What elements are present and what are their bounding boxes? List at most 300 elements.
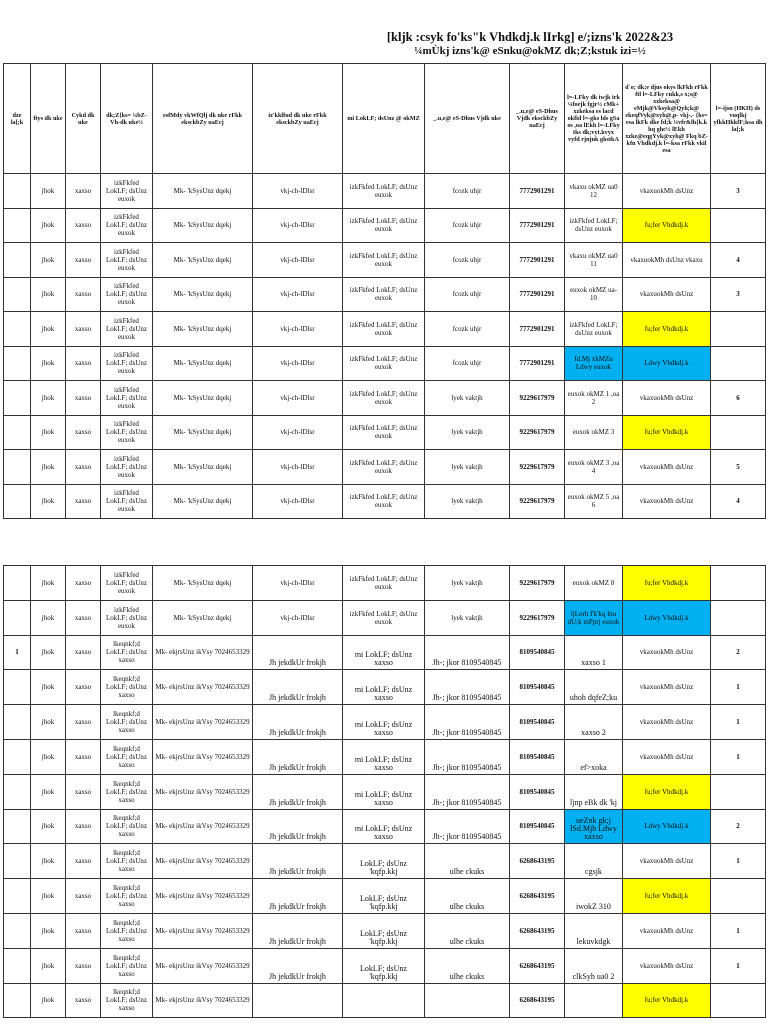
cell-area: izkFkfed LokLF; dsUnz euxok: [101, 484, 153, 519]
cell-serial: [4, 983, 31, 1018]
cell-medical-officer: Mk- ekjrsUnz ikVsy 7024653329: [153, 879, 253, 914]
cell-session-type: vkaxuokMh dsUnz: [623, 381, 711, 416]
cell-session-site: vkaxu okMZ ua0 11: [565, 243, 623, 278]
cell-anm-mobile: 7772901291: [510, 174, 565, 209]
cell-block: xaxso: [66, 809, 101, 844]
table-row: [4, 670, 766, 705]
cell-anm-mobile: 9229617979: [510, 450, 565, 485]
cell-area: lkeqnkf;d LokLF; dsUnz xaxso: [101, 879, 153, 914]
cell-anm-mobile: 6268643195: [510, 948, 565, 983]
cell-medical-officer: Mk- 'kSysUnz dqekj: [153, 243, 253, 278]
table-row: [4, 415, 766, 450]
cell-district: jhok: [31, 450, 66, 485]
cell-beneficiaries: 1: [711, 948, 766, 983]
cell-serial: [4, 277, 31, 312]
table-row: [4, 484, 766, 519]
cell-block: xaxso: [66, 381, 101, 416]
cell-block: xaxso: [66, 774, 101, 809]
cell-subcenter: LokLF; dsUnz 'kqfp.kkj: [343, 948, 425, 983]
cell-district: jhok: [31, 566, 66, 601]
cell-medical-officer: Mk- ekjrsUnz ikVsy 7024653329: [153, 809, 253, 844]
table-row: [4, 243, 766, 278]
cell-subcenter: LokLF; dsUnz 'kqfp.kkj: [343, 913, 425, 948]
cell-subcenter: LokLF; dsUnz 'kqfp.kkj: [343, 879, 425, 914]
cell-area: lkeqnkf;d LokLF; dsUnz xaxso: [101, 670, 153, 705]
cell-serial: [4, 450, 31, 485]
cell-block: xaxso: [66, 913, 101, 948]
cell-anm-mobile: 7772901291: [510, 208, 565, 243]
cell-anm-mobile: 7772901291: [510, 277, 565, 312]
cell-district: jhok: [31, 879, 66, 914]
cell-beneficiaries: [711, 312, 766, 347]
cell-anm-mobile: 9229617979: [510, 600, 565, 635]
cell-subcenter: izkFkfed LokLF; dsUnz euxok: [343, 566, 425, 601]
cell-serial: [4, 312, 31, 347]
cell-block: xaxso: [66, 277, 101, 312]
cell-admin: vkj-ch-lDlsr: [253, 484, 343, 519]
cell-admin: vkj-ch-lDlsr: [253, 600, 343, 635]
cell-district: jhok: [31, 948, 66, 983]
cell-anm-name: Jh-; jkor 8109540845: [425, 809, 510, 844]
cell-subcenter: izkFkfed LokLF; dsUnz euxok: [343, 484, 425, 519]
cell-admin: Jh jekdkUr frokjh: [253, 879, 343, 914]
cell-anm-mobile: 8109540845: [510, 635, 565, 670]
cell-medical-officer: Mk- 'kSysUnz dqekj: [153, 208, 253, 243]
cell-medical-officer: Mk- 'kSysUnz dqekj: [153, 600, 253, 635]
cell-district: jhok: [31, 174, 66, 209]
cell-admin: vkj-ch-lDlsr: [253, 381, 343, 416]
cell-block: xaxso: [66, 208, 101, 243]
cell-session-site: ljLorh f'k'kq lnu dU;k mPprj euxok: [565, 600, 623, 635]
cell-area: lkeqnkf;d LokLF; dsUnz xaxso: [101, 774, 153, 809]
table-top-body: [4, 174, 766, 519]
cell-session-site: izkFkfed LokLF; dsUnz euxok: [565, 312, 623, 347]
cell-anm-name: [425, 983, 510, 1018]
cell-block: xaxso: [66, 670, 101, 705]
cell-anm-mobile: 9229617979: [510, 415, 565, 450]
cell-anm-name: Jh-; jkor 8109540845: [425, 705, 510, 740]
cell-session-type: vkaxuokMh dsUnz: [623, 670, 711, 705]
cell-district: jhok: [31, 670, 66, 705]
cell-session-type: fu;fer Vhdkdj.k: [623, 208, 711, 243]
cell-anm-name: fcozk uhjr: [425, 243, 510, 278]
cell-anm-name: Jh-; jkor 8109540845: [425, 670, 510, 705]
cell-anm-mobile: 8109540845: [510, 739, 565, 774]
cell-admin: Jh jekdkUr frokjh: [253, 948, 343, 983]
cell-session-type: fu;fer Vhdkdj.k: [623, 415, 711, 450]
cell-medical-officer: Mk- ekjrsUnz ikVsy 7024653329: [153, 948, 253, 983]
cell-medical-officer: Mk- ekjrsUnz ikVsy 7024653329: [153, 635, 253, 670]
cell-area: lkeqnkf;d LokLF; dsUnz xaxso: [101, 739, 153, 774]
cell-anm-name: fcozk uhjr: [425, 346, 510, 381]
cell-anm-mobile: 9229617979: [510, 484, 565, 519]
cell-session-site: ljnp eBk dk 'kj: [565, 774, 623, 809]
cell-subcenter: izkFkfed LokLF; dsUnz euxok: [343, 243, 425, 278]
cell-subcenter: mi LokLF; dsUnz xaxso: [343, 670, 425, 705]
cell-serial: [4, 174, 31, 209]
cell-session-site: uhoh dqfeZ;ku: [565, 670, 623, 705]
cell-anm-mobile: 8109540845: [510, 809, 565, 844]
cell-admin: vkj-ch-lDlsr: [253, 208, 343, 243]
cell-admin: Jh jekdkUr frokjh: [253, 913, 343, 948]
cell-session-type: vkaxuokMh dsUnz: [623, 277, 711, 312]
cell-anm-name: lyek vaktjh: [425, 566, 510, 601]
cell-serial: [4, 809, 31, 844]
cell-admin: Jh jekdkUr frokjh: [253, 705, 343, 740]
cell-anm-name: ulhe ckuks: [425, 844, 510, 879]
cell-session-site: euxok okMZ 3: [565, 415, 623, 450]
cell-session-type: vkaxuokMh dsUnz: [623, 174, 711, 209]
cell-serial: [4, 346, 31, 381]
cell-subcenter: izkFkfed LokLF; dsUnz euxok: [343, 174, 425, 209]
cell-serial: [4, 484, 31, 519]
header-serial: dze la[;k: [4, 64, 31, 174]
cell-session-type: vkaxuokMh dsUnz: [623, 948, 711, 983]
cell-area: izkFkfed LokLF; dsUnz euxok: [101, 381, 153, 416]
table-row: [4, 844, 766, 879]
cell-anm-name: ulhe ckuks: [425, 913, 510, 948]
cell-anm-name: Jh-; jkor 8109540845: [425, 739, 510, 774]
cell-medical-officer: Mk- ekjrsUnz ikVsy 7024653329: [153, 913, 253, 948]
cell-anm-name: ulhe ckuks: [425, 948, 510, 983]
cell-district: jhok: [31, 346, 66, 381]
cell-session-site: ef>xoka: [565, 739, 623, 774]
cell-area: izkFkfed LokLF; dsUnz euxok: [101, 174, 153, 209]
cell-medical-officer: Mk- ekjrsUnz ikVsy 7024653329: [153, 670, 253, 705]
cell-serial: [4, 566, 31, 601]
table-row: [4, 705, 766, 740]
cell-session-type: fu;fer Vhdkdj.k: [623, 879, 711, 914]
cell-district: jhok: [31, 208, 66, 243]
header-district: ftys dk uke: [31, 64, 66, 174]
cell-beneficiaries: [711, 600, 766, 635]
cell-serial: [4, 739, 31, 774]
cell-session-site: euxok okMZ ua- 10: [565, 277, 623, 312]
cell-session-type: fu;fer Vhdkdj.k: [623, 566, 711, 601]
cell-anm-name: fcozk uhjr: [425, 277, 510, 312]
cell-block: xaxso: [66, 983, 101, 1018]
cell-medical-officer: Mk- 'kSysUnz dqekj: [153, 566, 253, 601]
cell-medical-officer: Mk- 'kSysUnz dqekj: [153, 346, 253, 381]
cell-medical-officer: Mk- 'kSysUnz dqekj: [153, 381, 253, 416]
cell-session-site: [565, 983, 623, 1018]
table-row: [4, 174, 766, 209]
cell-session-type: fu;fer Vhdkdj.k: [623, 774, 711, 809]
cell-session-site: clkSyh ua0 2: [565, 948, 623, 983]
cell-block: xaxso: [66, 879, 101, 914]
cell-area: izkFkfed LokLF; dsUnz euxok: [101, 415, 153, 450]
cell-serial: [4, 844, 31, 879]
cell-medical-officer: Mk- ekjrsUnz ikVsy 7024653329: [153, 844, 253, 879]
cell-serial: [4, 600, 31, 635]
cell-beneficiaries: 1: [711, 913, 766, 948]
cell-area: lkeqnkf;d LokLF; dsUnz xaxso: [101, 635, 153, 670]
table-row: [4, 566, 766, 601]
header-session-type: d`o; dk;e djus okys lkFkh rFkk ftl l=-LFky cukk,s x;s@ xzkeksa@ eMjk@Vksyk@Qyh;k@ ekeqfVyk@xyh@,p- vkj-,- {ks= esa lkFk dke fd;k ¼vfr&lh{k.k hq ghc½ lEkh xzke@eqgYyk@xyh@ Fkq bZ- kfn Vhdkdj.k l=-ksa rFkk vkil esa: [623, 64, 711, 174]
cell-session-type: fu;fer Vhdkdj.k: [623, 312, 711, 347]
cell-anm-name: lyek vaktjh: [425, 415, 510, 450]
cell-district: jhok: [31, 600, 66, 635]
table-row: [4, 809, 766, 844]
cell-anm-mobile: 6268643195: [510, 844, 565, 879]
cell-subcenter: mi LokLF; dsUnz xaxso: [343, 739, 425, 774]
cell-anm-name: ulhe ckuks: [425, 879, 510, 914]
cell-district: jhok: [31, 277, 66, 312]
cell-anm-name: lyek vaktjh: [425, 484, 510, 519]
cell-subcenter: izkFkfed LokLF; dsUnz euxok: [343, 277, 425, 312]
cell-block: xaxso: [66, 312, 101, 347]
cell-district: jhok: [31, 381, 66, 416]
table-row: [4, 774, 766, 809]
cell-beneficiaries: [711, 566, 766, 601]
table-row: [4, 600, 766, 635]
table-row: [4, 913, 766, 948]
cell-district: jhok: [31, 243, 66, 278]
header-block: Cykd dk uke: [66, 64, 101, 174]
cell-beneficiaries: 1: [711, 705, 766, 740]
cell-session-type: Ldwy Vhdkdj.k: [623, 809, 711, 844]
cell-session-type: vkaxuokMh dsUnz: [623, 484, 711, 519]
cell-beneficiaries: 3: [711, 174, 766, 209]
cell-admin: Jh jekdkUr frokjh: [253, 739, 343, 774]
cell-beneficiaries: 2: [711, 635, 766, 670]
cell-district: jhok: [31, 983, 66, 1018]
cell-block: xaxso: [66, 243, 101, 278]
cell-subcenter: izkFkfed LokLF; dsUnz euxok: [343, 415, 425, 450]
cell-block: xaxso: [66, 346, 101, 381]
cell-beneficiaries: 3: [711, 277, 766, 312]
cell-subcenter: izkFkfed LokLF; dsUnz euxok: [343, 381, 425, 416]
cell-beneficiaries: 2: [711, 809, 766, 844]
cell-subcenter: mi LokLF; dsUnz xaxso: [343, 635, 425, 670]
header-anm-name: _.u,e@ eS-Dhus Vjdk uke: [425, 64, 510, 174]
schedule-table-top: [3, 63, 766, 519]
cell-anm-mobile: 6268643195: [510, 879, 565, 914]
cell-subcenter: izkFkfed LokLF; dsUnz euxok: [343, 600, 425, 635]
cell-admin: Jh jekdkUr frokjh: [253, 809, 343, 844]
cell-district: jhok: [31, 844, 66, 879]
cell-medical-officer: Mk- ekjrsUnz ikVsy 7024653329: [153, 739, 253, 774]
cell-area: izkFkfed LokLF; dsUnz euxok: [101, 312, 153, 347]
cell-medical-officer: Mk- ekjrsUnz ikVsy 7024653329: [153, 774, 253, 809]
cell-block: xaxso: [66, 415, 101, 450]
table-row: [4, 948, 766, 983]
cell-district: jhok: [31, 705, 66, 740]
cell-anm-mobile: 8109540845: [510, 774, 565, 809]
cell-anm-mobile: 8109540845: [510, 670, 565, 705]
cell-session-site: iwokZ 310: [565, 879, 623, 914]
cell-session-type: vkaxuokMh dsUnz: [623, 705, 711, 740]
cell-anm-mobile: 7772901291: [510, 312, 565, 347]
cell-medical-officer: Mk- ekjrsUnz ikVsy 7024653329: [153, 983, 253, 1018]
table-row: [4, 879, 766, 914]
cell-beneficiaries: 4: [711, 243, 766, 278]
cell-beneficiaries: 5: [711, 450, 766, 485]
cell-area: izkFkfed LokLF; dsUnz euxok: [101, 243, 153, 278]
cell-beneficiaries: [711, 774, 766, 809]
cell-beneficiaries: [711, 879, 766, 914]
cell-district: jhok: [31, 635, 66, 670]
cell-subcenter: mi LokLF; dsUnz xaxso: [343, 774, 425, 809]
cell-session-site: lekuvkdgk: [565, 913, 623, 948]
cell-area: lkeqnkf;d LokLF; dsUnz xaxso: [101, 948, 153, 983]
cell-session-type: vkaxuokMh dsUnz: [623, 450, 711, 485]
cell-area: lkeqnkf;d LokLF; dsUnz xaxso: [101, 983, 153, 1018]
cell-subcenter: mi LokLF; dsUnz xaxso: [343, 705, 425, 740]
cell-medical-officer: Mk- 'kSysUnz dqekj: [153, 450, 253, 485]
cell-medical-officer: Mk- 'kSysUnz dqekj: [153, 312, 253, 347]
cell-admin: vkj-ch-lDlsr: [253, 566, 343, 601]
cell-beneficiaries: [711, 346, 766, 381]
table-row: [4, 312, 766, 347]
cell-subcenter: izkFkfed LokLF; dsUnz euxok: [343, 346, 425, 381]
cell-session-site: cgsjk: [565, 844, 623, 879]
cell-session-site: euxok okMZ 3 ,oa 4: [565, 450, 623, 485]
cell-anm-name: lyek vaktjh: [425, 450, 510, 485]
cell-session-type: vkaxuokMh dsUnz vkaxu: [623, 243, 711, 278]
cell-anm-mobile: 8109540845: [510, 705, 565, 740]
table-bottom-body: [4, 566, 766, 1018]
cell-subcenter: izkFkfed LokLF; dsUnz euxok: [343, 312, 425, 347]
cell-serial: [4, 381, 31, 416]
cell-medical-officer: Mk- ekjrsUnz ikVsy 7024653329: [153, 705, 253, 740]
cell-session-type: fu;fer Vhdkdj.k: [623, 983, 711, 1018]
cell-anm-name: fcozk uhjr: [425, 174, 510, 209]
cell-serial: [4, 948, 31, 983]
cell-anm-name: Jh-; jkor 8109540845: [425, 774, 510, 809]
cell-district: jhok: [31, 739, 66, 774]
cell-session-site: euxok okMZ 5 ,oa 6: [565, 484, 623, 519]
cell-anm-mobile: 7772901291: [510, 243, 565, 278]
header-session-site: l=-LFky dk iwjk irk ¼foejk fgjr½ cMk+ xzkeksa es lacd okfid l=-gks lds gSa os ,oa lEkh l=-LFky tks dk;vyt.kvyx vyfd rjnjuk gkstkA: [565, 64, 623, 174]
cell-anm-name: Jh-; jkor 8109540845: [425, 635, 510, 670]
cell-subcenter: [343, 983, 425, 1018]
cell-serial: [4, 243, 31, 278]
header-subcenter: mi LokLF; dsUnz @ okMZ: [343, 64, 425, 174]
cell-block: xaxso: [66, 450, 101, 485]
cell-area: izkFkfed LokLF; dsUnz euxok: [101, 450, 153, 485]
cell-admin: vkj-ch-lDlsr: [253, 312, 343, 347]
header-area: dk;Z{ks= ¼bZ-Vh-dk uke½: [101, 64, 153, 174]
cell-serial: [4, 705, 31, 740]
table-row: [4, 450, 766, 485]
cell-session-site: izkFkfed LokLF; dsUnz euxok: [565, 208, 623, 243]
cell-block: xaxso: [66, 635, 101, 670]
cell-subcenter: LokLF; dsUnz 'kqfp.kkj: [343, 844, 425, 879]
cell-admin: vkj-ch-lDlsr: [253, 346, 343, 381]
cell-district: jhok: [31, 415, 66, 450]
cell-block: xaxso: [66, 484, 101, 519]
cell-area: izkFkfed LokLF; dsUnz euxok: [101, 566, 153, 601]
cell-area: lkeqnkf;d LokLF; dsUnz xaxso: [101, 844, 153, 879]
cell-admin: Jh jekdkUr frokjh: [253, 844, 343, 879]
cell-anm-mobile: 6268643195: [510, 983, 565, 1018]
schedule-table-bottom: [3, 565, 766, 1018]
cell-block: xaxso: [66, 566, 101, 601]
cell-district: jhok: [31, 809, 66, 844]
cell-anm-name: fcozk uhjr: [425, 208, 510, 243]
header-anm-mobile: _.u,e@ eS-Dhus Vjdk eksckbZy uaEcj: [510, 64, 565, 174]
cell-block: xaxso: [66, 739, 101, 774]
cell-beneficiaries: 6: [711, 381, 766, 416]
cell-subcenter: izkFkfed LokLF; dsUnz euxok: [343, 450, 425, 485]
cell-session-site: vkaxu okMZ ua0 12: [565, 174, 623, 209]
cell-serial: [4, 415, 31, 450]
cell-serial: [4, 208, 31, 243]
table-row: [4, 635, 766, 670]
cell-district: jhok: [31, 312, 66, 347]
cell-session-site: euxok okMZ 8: [565, 566, 623, 601]
cell-district: jhok: [31, 484, 66, 519]
cell-medical-officer: Mk- 'kSysUnz dqekj: [153, 277, 253, 312]
table-row: [4, 346, 766, 381]
cell-session-type: vkaxuokMh dsUnz: [623, 739, 711, 774]
cell-serial: [4, 670, 31, 705]
cell-medical-officer: Mk- 'kSysUnz dqekj: [153, 174, 253, 209]
table-row: [4, 739, 766, 774]
cell-area: lkeqnkf;d LokLF; dsUnz xaxso: [101, 809, 153, 844]
cell-medical-officer: Mk- 'kSysUnz dqekj: [153, 415, 253, 450]
cell-beneficiaries: 4: [711, 484, 766, 519]
cell-admin: vkj-ch-lDlsr: [253, 277, 343, 312]
cell-session-type: Ldwy Vhdkdj.k: [623, 346, 711, 381]
cell-admin: Jh jekdkUr frokjh: [253, 670, 343, 705]
cell-area: izkFkfed LokLF; dsUnz euxok: [101, 600, 153, 635]
cell-beneficiaries: [711, 983, 766, 1018]
cell-session-site: fd.Mj xkMZu Ldwy euxok: [565, 346, 623, 381]
cell-session-site: xaxso 2: [565, 705, 623, 740]
cell-serial: [4, 774, 31, 809]
cell-serial: [4, 913, 31, 948]
cell-serial: [4, 879, 31, 914]
cell-session-site: xaxso 1: [565, 635, 623, 670]
cell-area: izkFkfed LokLF; dsUnz euxok: [101, 208, 153, 243]
document-title: [300, 30, 760, 58]
header-medical-officer: esfMdy vkWfQlj dk uke rFkk eksckbZy uaEcj: [153, 64, 253, 174]
cell-district: jhok: [31, 774, 66, 809]
header-beneficiaries: l=-ijsn (HKH) ds vuqlkj yfkkHkkfF;ksa dh la[;k: [711, 64, 766, 174]
cell-beneficiaries: 1: [711, 670, 766, 705]
header-admin: iz'kklfud dk uke rFkk eksckbZy uaEcj: [253, 64, 343, 174]
table-row: [4, 381, 766, 416]
cell-anm-mobile: 9229617979: [510, 566, 565, 601]
title-line-1: [kljk :csyk fo'ks"k Vhdkdj.k lIrkg] e/;izns'k 2022&23: [386, 30, 674, 44]
cell-block: xaxso: [66, 600, 101, 635]
cell-area: lkeqnkf;d LokLF; dsUnz xaxso: [101, 913, 153, 948]
cell-block: xaxso: [66, 844, 101, 879]
cell-session-site: ueZnk gk;j lSd.Mjh Ldwy xaxso: [565, 809, 623, 844]
cell-session-type: vkaxuokMh dsUnz: [623, 635, 711, 670]
header-row: [4, 64, 766, 174]
cell-admin: Jh jekdkUr frokjh: [253, 774, 343, 809]
cell-anm-name: lyek vaktjh: [425, 600, 510, 635]
table-row: [4, 208, 766, 243]
cell-admin: vkj-ch-lDlsr: [253, 415, 343, 450]
cell-subcenter: izkFkfed LokLF; dsUnz euxok: [343, 208, 425, 243]
cell-subcenter: mi LokLF; dsUnz xaxso: [343, 809, 425, 844]
cell-area: lkeqnkf;d LokLF; dsUnz xaxso: [101, 705, 153, 740]
cell-session-type: Ldwy Vhdkdj.k: [623, 600, 711, 635]
cell-anm-mobile: 7772901291: [510, 346, 565, 381]
cell-beneficiaries: [711, 415, 766, 450]
cell-serial: 1: [4, 635, 31, 670]
cell-admin: Jh jekdkUr frokjh: [253, 635, 343, 670]
cell-district: jhok: [31, 913, 66, 948]
table-row: [4, 277, 766, 312]
cell-area: izkFkfed LokLF; dsUnz euxok: [101, 277, 153, 312]
cell-block: xaxso: [66, 174, 101, 209]
cell-beneficiaries: 1: [711, 739, 766, 774]
